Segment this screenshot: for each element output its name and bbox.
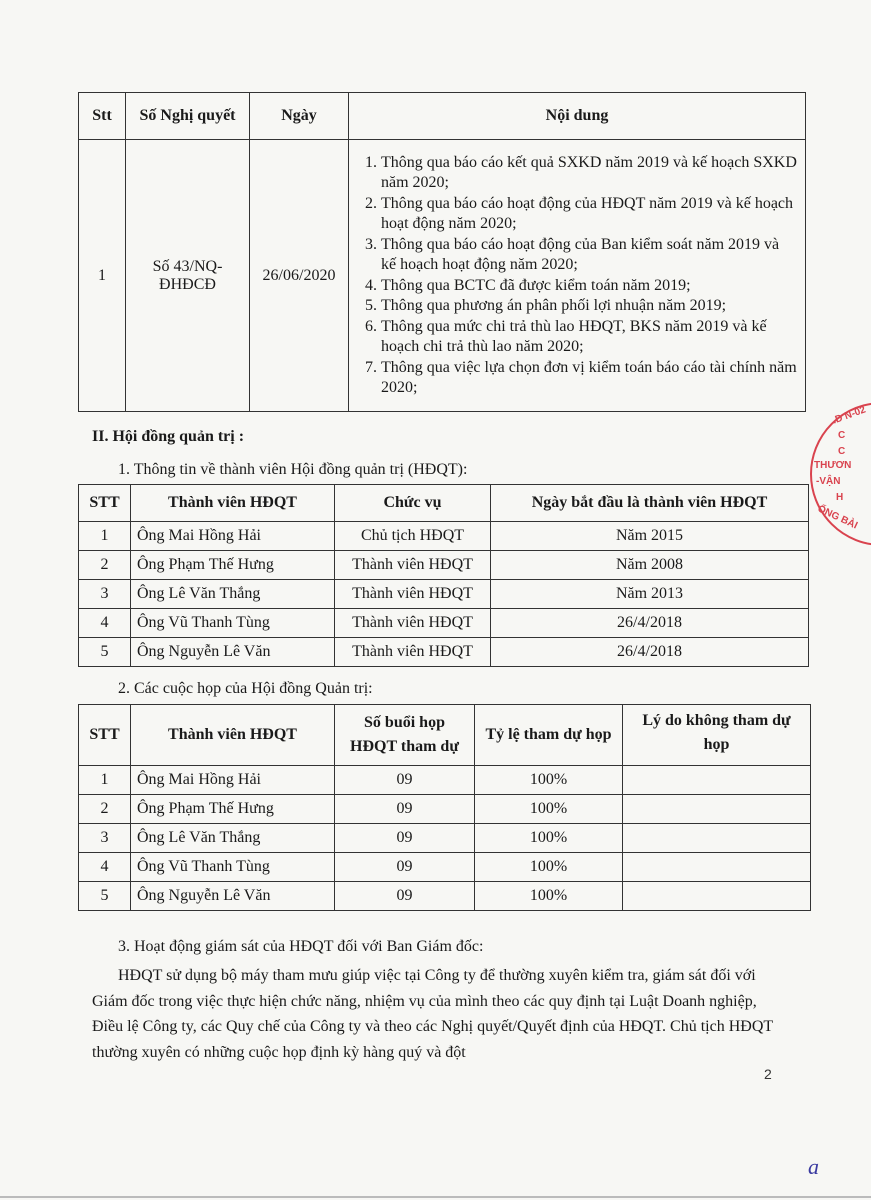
table-row <box>79 766 811 795</box>
header-stt: STT <box>79 485 131 522</box>
table-row <box>79 522 809 551</box>
stamp-text: ỐNG BÀI <box>815 503 860 532</box>
member-role: Thành viên HĐQT <box>335 638 491 667</box>
meeting-count: 09 <box>335 795 475 824</box>
meeting-rate: 100% <box>475 795 623 824</box>
meeting-stt: 1 <box>79 766 131 795</box>
subsection-1-title: 1. Thông tin về thành viên Hội đồng quản trị (HĐQT): <box>118 461 468 478</box>
header-noi-dung: Nội dung <box>349 93 806 140</box>
meeting-count: 09 <box>335 853 475 882</box>
meeting-reason <box>623 824 811 853</box>
resolution-date: 26/06/2020 <box>250 140 349 412</box>
header-ngay-bat-dau: Ngày bắt đầu là thành viên HĐQT <box>491 485 809 522</box>
meeting-count: 09 <box>335 882 475 911</box>
members-table <box>78 484 809 667</box>
table-row <box>79 882 811 911</box>
meeting-member: Ông Vũ Thanh Tùng <box>131 853 335 882</box>
member-stt: 4 <box>79 609 131 638</box>
resolution-item: 2. Thông qua báo cáo hoạt động của HĐQT năm 2019 và kế hoạch hoạt động năm 2020; <box>381 194 797 235</box>
member-start: Năm 2008 <box>491 551 809 580</box>
member-start: 26/4/2018 <box>491 638 809 667</box>
resolution-item: 5. Thông qua phương án phân phối lợi nhuận năm 2019; <box>381 296 797 317</box>
resolution-item: 3. Thông qua báo cáo hoạt động của Ban kiểm soát năm 2019 và kế hoạch hoạt động năm 2020; <box>381 235 797 276</box>
table-row <box>79 638 809 667</box>
header-ty-le: Tỷ lệ tham dự họp <box>475 705 623 766</box>
meeting-member: Ông Nguyễn Lê Văn <box>131 882 335 911</box>
resolution-content <box>349 140 806 412</box>
scan-edge <box>0 1196 871 1198</box>
stamp-text: C <box>838 430 846 441</box>
header-stt: Stt <box>79 93 126 140</box>
subsection-3-title: 3. Hoạt động giám sát của HĐQT đối với Ban Giám đốc: <box>118 938 484 955</box>
meeting-reason <box>623 766 811 795</box>
resolution-stt: 1 <box>79 140 126 412</box>
resolution-items <box>357 153 797 399</box>
member-stt: 1 <box>79 522 131 551</box>
member-start: Năm 2015 <box>491 522 809 551</box>
meeting-reason <box>623 853 811 882</box>
meeting-rate: 100% <box>475 882 623 911</box>
member-stt: 3 <box>79 580 131 609</box>
company-stamp <box>802 402 871 552</box>
stamp-text: .D N-02 <box>831 404 868 427</box>
meeting-count: 09 <box>335 824 475 853</box>
meeting-reason <box>623 795 811 824</box>
meeting-stt: 2 <box>79 795 131 824</box>
meeting-rate: 100% <box>475 853 623 882</box>
meetings-table <box>78 704 811 911</box>
member-start: 26/4/2018 <box>491 609 809 638</box>
table-row <box>79 853 811 882</box>
member-role: Chủ tịch HĐQT <box>335 522 491 551</box>
table-row <box>79 795 811 824</box>
header-chuc-vu: Chức vụ <box>335 485 491 522</box>
member-name: Ông Phạm Thế Hưng <box>131 551 335 580</box>
meeting-stt: 5 <box>79 882 131 911</box>
page-number: 2 <box>764 1066 772 1082</box>
initial-signature: a <box>808 1154 819 1179</box>
member-name: Ông Mai Hồng Hải <box>131 522 335 551</box>
meeting-rate: 100% <box>475 824 623 853</box>
header-stt: STT <box>79 705 131 766</box>
stamp-text: THƯƠN <box>814 460 852 471</box>
resolution-number: Số 43/NQ-ĐHĐCĐ <box>126 140 250 412</box>
meeting-stt: 3 <box>79 824 131 853</box>
member-start: Năm 2013 <box>491 580 809 609</box>
stamp-text: H <box>836 492 844 503</box>
resolution-item: 7. Thông qua việc lựa chọn đơn vị kiểm toán báo cáo tài chính năm 2020; <box>381 358 797 399</box>
header-so-nghi-quyet: Số Nghị quyết <box>126 93 250 140</box>
member-stt: 5 <box>79 638 131 667</box>
subsection-2-title: 2. Các cuộc họp của Hội đồng Quản trị: <box>118 680 373 697</box>
meeting-member: Ông Lê Văn Thắng <box>131 824 335 853</box>
header-thanh-vien: Thành viên HĐQT <box>131 705 335 766</box>
resolution-item: 6. Thông qua mức chi trả thù lao HĐQT, BKS năm 2019 và kế hoạch chi trả thù lao năm 2020; <box>381 317 797 358</box>
section-2-title: II. Hội đồng quản trị : <box>92 428 245 445</box>
member-role: Thành viên HĐQT <box>335 609 491 638</box>
resolution-item: 4. Thông qua BCTC đã được kiểm toán năm 2019; <box>381 276 797 297</box>
supervision-paragraph: HĐQT sử dụng bộ máy tham mưu giúp việc tại Công ty để thường xuyên kiểm tra, giám sát đối với Giám đốc trong việc thực hiện chức năng, nhiệm vụ của mình theo các quy định tại Luật Doanh nghiệp, Điều lệ Công ty, các Quy chế của Công ty và theo các Nghị quyết/Quyết định của HĐQT. Chủ tịch HĐQT thường xuyên có những cuộc họp định kỳ hàng quý và đột <box>92 967 773 1061</box>
member-name: Ông Lê Văn Thắng <box>131 580 335 609</box>
resolution-table <box>78 92 806 412</box>
meeting-member: Ông Mai Hồng Hải <box>131 766 335 795</box>
stamp-text: -VẬN <box>816 476 841 487</box>
header-so-buoi-hop: Số buổi họp HĐQT tham dự <box>335 705 475 766</box>
resolution-item: 1. Thông qua báo cáo kết quả SXKD năm 2019 và kế hoạch SXKD năm 2020; <box>381 153 797 194</box>
table-row <box>79 824 811 853</box>
header-thanh-vien: Thành viên HĐQT <box>131 485 335 522</box>
stamp-text: C <box>838 446 846 457</box>
member-stt: 2 <box>79 551 131 580</box>
header-ly-do: Lý do không tham dự họp <box>623 705 811 766</box>
member-role: Thành viên HĐQT <box>335 580 491 609</box>
member-name: Ông Nguyễn Lê Văn <box>131 638 335 667</box>
meeting-member: Ông Phạm Thế Hưng <box>131 795 335 824</box>
meeting-count: 09 <box>335 766 475 795</box>
table-row <box>79 580 809 609</box>
header-ngay: Ngày <box>250 93 349 140</box>
member-role: Thành viên HĐQT <box>335 551 491 580</box>
member-name: Ông Vũ Thanh Tùng <box>131 609 335 638</box>
meeting-rate: 100% <box>475 766 623 795</box>
meeting-stt: 4 <box>79 853 131 882</box>
meeting-reason <box>623 882 811 911</box>
table-row <box>79 551 809 580</box>
table-row <box>79 609 809 638</box>
